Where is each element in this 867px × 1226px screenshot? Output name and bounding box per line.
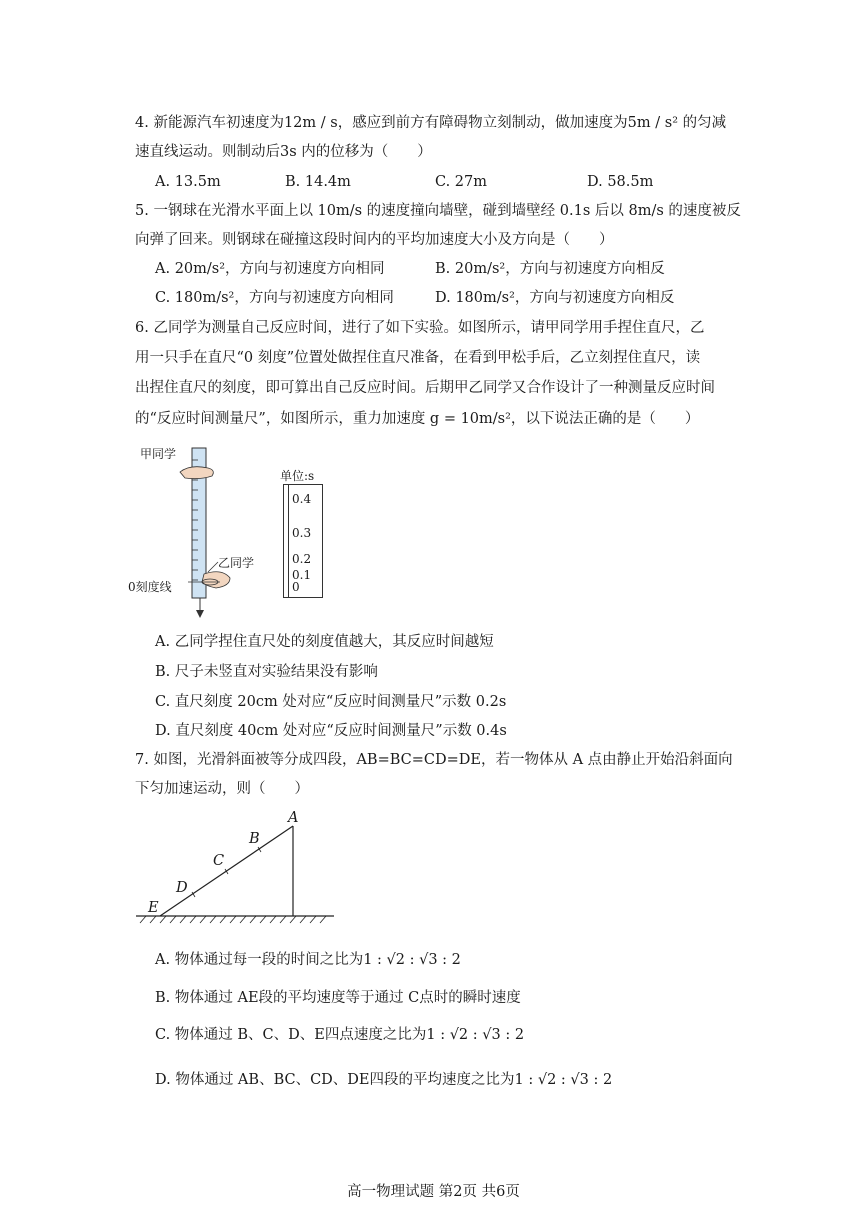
incline-point-a: A (288, 810, 299, 826)
scale-tick-0.3: 0.3 (292, 526, 312, 540)
scale-tick-0: 0 (292, 580, 300, 594)
q5-option-d: D. 180m/s²，方向与初速度方向相反 (435, 290, 675, 306)
q4-option-a: A. 13.5m (155, 174, 221, 190)
q6-stem-line1: 6. 乙同学为测量自己反应时间，进行了如下实验。如图所示，请甲同学用手捏住直尺，乙 (135, 320, 705, 336)
q6-option-b: B. 尺子未竖直对实验结果没有影响 (155, 664, 378, 680)
q6-stem-line2: 用一只手在直尺“0 刻度”位置处做捏住直尺准备，在看到甲松手后，乙立刻捏住直尺，读 (135, 350, 701, 366)
q6-option-c: C. 直尺刻度 20cm 处对应“反应时间测量尺”示数 0.2s (155, 694, 507, 710)
q7-option-c: C. 物体通过 B、C、D、E四点速度之比为1 : √2 : √3 : 2 (155, 1027, 525, 1043)
q4-option-d: D. 58.5m (587, 174, 654, 190)
q7-option-a: A. 物体通过每一段的时间之比为1 : √2 : √3 : 2 (155, 952, 461, 968)
q6-option-a: A. 乙同学捏住直尺处的刻度值越大，其反应时间越短 (155, 634, 494, 650)
incline-point-d: D (176, 880, 188, 896)
q6-option-d: D. 直尺刻度 40cm 处对应“反应时间测量尺”示数 0.4s (155, 723, 507, 739)
scale-tick-0.2: 0.2 (292, 552, 312, 566)
q5-option-b: B. 20m/s²，方向与初速度方向相反 (435, 261, 665, 277)
q5-stem-line1: 5. 一钢球在光滑水平面上以 10m/s 的速度撞向墙壁，碰到墙壁经 0.1s 后以 8m/s 的速度被反 (135, 203, 741, 219)
incline-figure (130, 806, 340, 930)
reaction-time-scale (283, 484, 323, 598)
scale-tick-0.1: 0.1 (292, 568, 312, 582)
q5-stem-line2: 向弹了回来。则钢球在碰撞这段时间内的平均加速度大小及方向是（ ） (135, 232, 614, 248)
incline-point-e: E (148, 900, 159, 916)
q6-stem-line4: 的“反应时间测量尺”，如图所示，重力加速度 g = 10m/s²，以下说法正确的是（ ） (135, 411, 700, 427)
q5-option-c: C. 180m/s²，方向与初速度方向相同 (155, 290, 394, 306)
scale-unit-label: 单位:s (280, 469, 315, 483)
q4-option-b: B. 14.4m (285, 174, 351, 190)
q7-option-b: B. 物体通过 AE段的平均速度等于通过 C点时的瞬时速度 (155, 990, 521, 1006)
scale-tick-0.4: 0.4 (292, 492, 312, 506)
label-jia-student: 甲同学 (140, 447, 177, 461)
incline-point-b: B (249, 831, 260, 847)
label-zero-line: 0刻度线 (128, 580, 172, 594)
q5-option-a: A. 20m/s²，方向与初速度方向相同 (155, 261, 385, 277)
page-footer: 高一物理试题 第2页 共6页 (347, 1184, 520, 1200)
q7-option-d: D. 物体通过 AB、BC、CD、DE四段的平均速度之比为1 : √2 : √3 : 2 (155, 1072, 613, 1088)
q4-stem-line2: 速直线运动。则制动后3s 内的位移为（ ） (135, 144, 432, 160)
incline-point-c: C (213, 853, 225, 869)
label-yi-student: 乙同学 (218, 556, 255, 570)
q4-stem-line1: 4. 新能源汽车初速度为12m / s，感应到前方有障碍物立刻制动，做加速度为5m / s² 的匀减 (135, 115, 727, 131)
q7-stem-line1: 7. 如图，光滑斜面被等分成四段，AB=BC=CD=DE，若一物体从 A 点由静止开始沿斜面向 (135, 752, 733, 768)
q7-stem-line2: 下匀加速运动，则（ ） (135, 781, 309, 797)
q4-option-c: C. 27m (435, 174, 487, 190)
q6-stem-line3: 出捏住直尺的刻度，即可算出自己反应时间。后期甲乙同学又合作设计了一种测量反应时间 (135, 380, 715, 396)
